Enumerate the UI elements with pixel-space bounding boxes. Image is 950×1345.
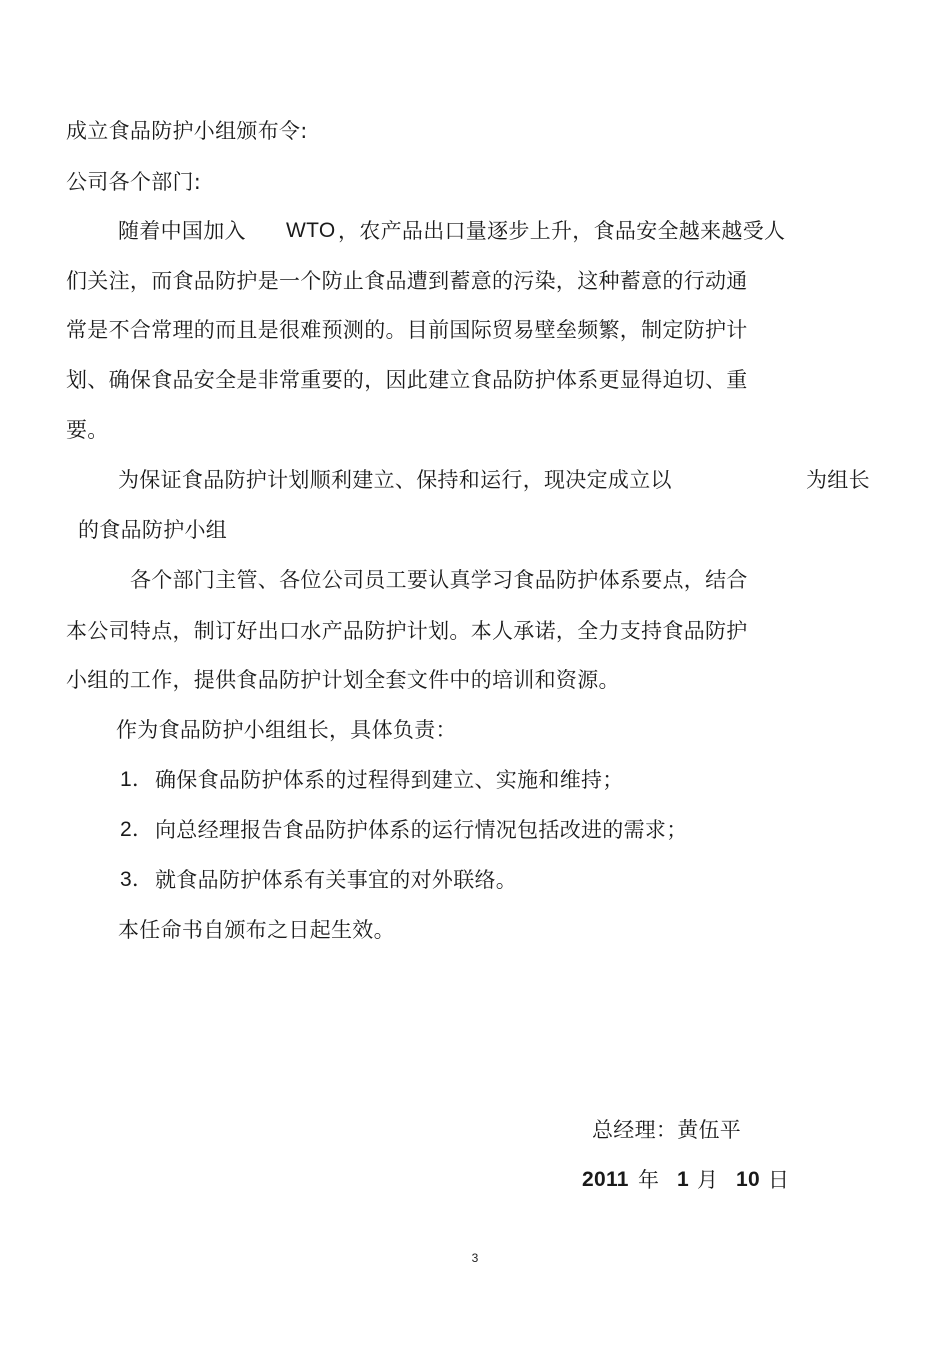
para2-line1-a: 为保证食品防护计划顺利建立、保持和运行，现决定成立以	[118, 468, 672, 492]
para1-line5: 要。	[66, 418, 109, 442]
para3-line2: 本公司特点，制订好出口水产品防护计划。本人承诺，全力支持食品防护	[66, 619, 748, 643]
page-number: 3	[471, 1251, 479, 1265]
para1-line1-wto: WTO	[286, 219, 336, 242]
salutation: 公司各个部门:	[66, 170, 202, 194]
para1-line1-a: 随着中国加入	[118, 219, 246, 243]
para1-line1-b: ，农产品出口量逐步上升，食品安全越来越受人	[338, 219, 786, 243]
date-day-unit: 日	[768, 1168, 790, 1192]
document-title: 成立食品防护小组颁布令:	[66, 119, 308, 143]
effective-statement: 本任命书自颁布之日起生效。	[118, 918, 395, 942]
date-month: 1	[677, 1168, 689, 1191]
para1-line4: 划、确保食品安全是非常重要的，因此建立食品防护体系更显得迫切、重	[66, 368, 748, 392]
para3-line1: 各个部门主管、各位公司员工要认真学习食品防护体系要点，结合	[130, 568, 748, 592]
para3-line3: 小组的工作，提供食品防护计划全套文件中的培训和资源。	[66, 668, 620, 692]
duty-text: 确保食品防护体系的过程得到建立、实施和维持；	[155, 768, 624, 792]
duties-intro: 作为食品防护小组组长，具体负责：	[116, 718, 457, 742]
duty-text: 就食品防护体系有关事宜的对外联络。	[155, 868, 518, 892]
para1-line3: 常是不合常理的而且是很难预测的。目前国际贸易壁垒频繁，制定防护计	[66, 318, 748, 342]
para2-line1-b: 为组长	[806, 468, 870, 492]
duty-number: 1．	[120, 768, 154, 791]
duty-text: 向总经理报告食品防护体系的运行情况包括改进的需求；	[155, 818, 688, 842]
date-year-unit: 年	[638, 1168, 660, 1192]
date-month-unit: 月	[697, 1168, 719, 1192]
para2-line2: 的食品防护小组	[78, 518, 228, 542]
duty-number: 3．	[120, 868, 154, 891]
signature: 总经理：黄伍平	[592, 1118, 742, 1142]
date-year: 2011	[582, 1168, 629, 1191]
date-day: 10	[736, 1168, 760, 1191]
para1-line2: 们关注，而食品防护是一个防止食品遭到蓄意的污染，这种蓄意的行动通	[66, 269, 748, 293]
duty-number: 2．	[120, 818, 154, 841]
